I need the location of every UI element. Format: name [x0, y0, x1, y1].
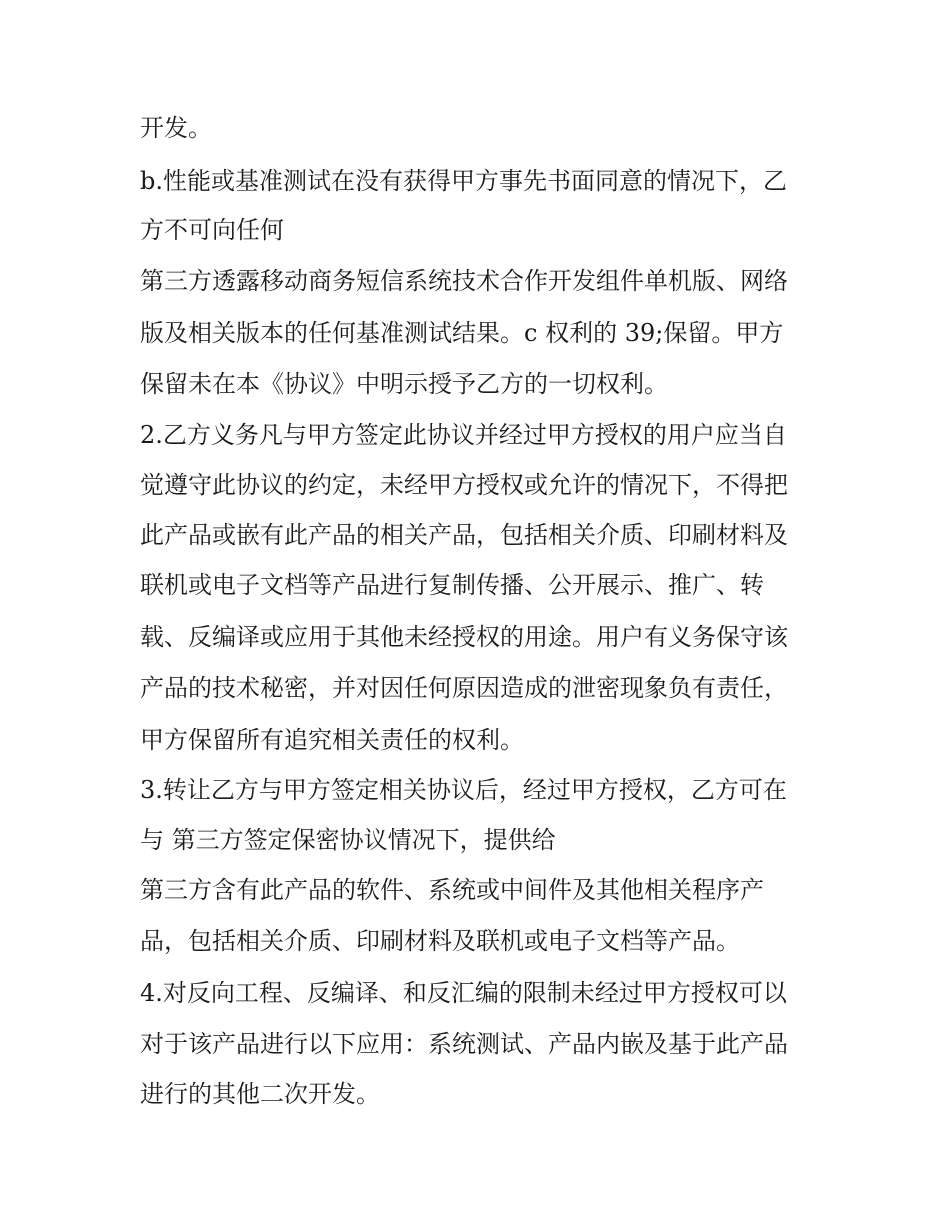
text-line: 觉遵守此协议的约定，未经甲方授权或允许的情况下，不得把: [140, 471, 788, 499]
text-line: 保留未在本《协议》中明示授予乙方的一切权利。: [140, 370, 668, 398]
text-line: 4.对反向工程、反编译、和反汇编的限制未经过甲方授权可以: [140, 979, 787, 1007]
text-line: 第三方透露移动商务短信系统技术合作开发组件单机版、网络: [140, 267, 788, 295]
text-line: 与 第三方签定保密协议情况下，提供给: [140, 826, 556, 854]
text-line: 版及相关版本的任何基准测试结果。c 权利的 39;保留。甲方: [140, 319, 784, 347]
text-line: 2.乙方义务凡与甲方签定此协议并经过甲方授权的用户应当自: [140, 421, 787, 449]
text-line: 甲方保留所有追究相关责任的权利。: [140, 726, 524, 754]
text-line: 对于该产品进行以下应用：系统测试、产品内嵌及基于此产品: [140, 1030, 788, 1058]
text-line: 此产品或嵌有此产品的相关产品，包括相关介质、印刷材料及: [140, 521, 788, 549]
text-line: 品，包括相关介质、印刷材料及联机或电子文档等产品。: [140, 927, 740, 955]
text-line: b.性能或基准测试在没有获得甲方事先书面同意的情况下，乙: [140, 167, 787, 195]
text-line: 载、反编译或应用于其他未经授权的用途。用户有义务保守该: [140, 623, 788, 651]
text-line: 3.转让乙方与甲方签定相关协议后，经过甲方授权，乙方可在: [140, 776, 787, 804]
text-line: 联机或电子文档等产品进行复制传播、公开展示、推广、转: [140, 571, 764, 599]
text-line: 产品的技术秘密，并对因任何原因造成的泄密现象负有责任，: [140, 674, 788, 702]
text-line: 第三方含有此产品的软件、系统或中间件及其他相关程序产: [140, 876, 764, 904]
text-line: 方不可向任何: [140, 216, 284, 244]
text-line: 开发。: [140, 114, 212, 142]
text-line: 进行的其他二次开发。: [140, 1080, 380, 1108]
